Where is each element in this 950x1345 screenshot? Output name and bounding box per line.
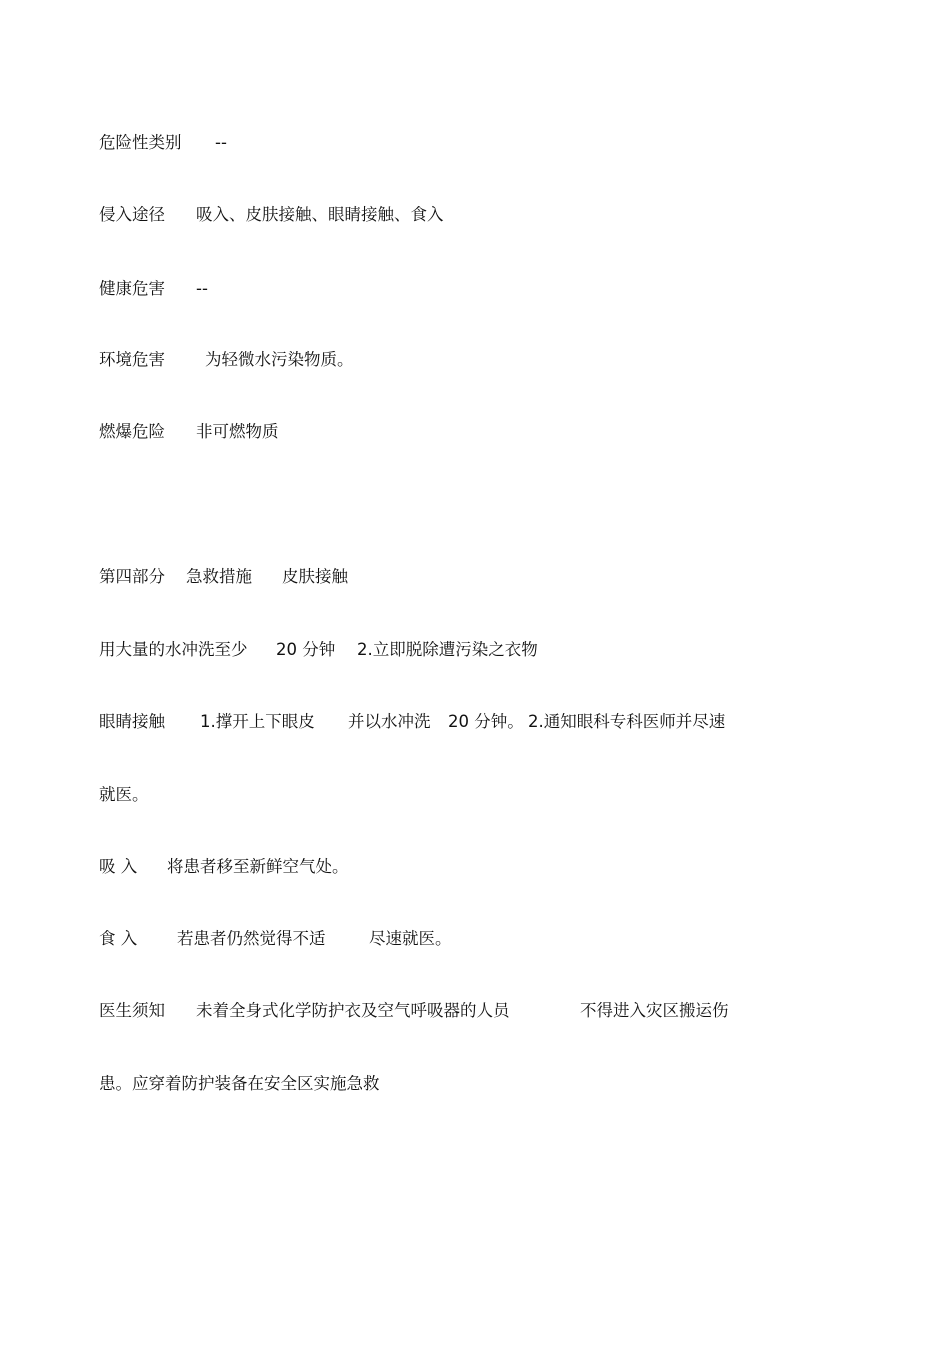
ingestion-text: 若患者仍然觉得不适: [177, 929, 326, 948]
environment-hazard-value: 为轻微水污染物质。: [205, 350, 354, 369]
doctor-notes-text-end: 患。应穿着防护装备在安全区实施急救: [99, 1074, 380, 1093]
health-hazard-value: --: [196, 279, 208, 298]
doctor-notes-restriction: 不得进入灾区搬运伤: [580, 1001, 729, 1020]
eye-contact-duration: 20 分钟。: [448, 712, 524, 731]
entry-route-value: 吸入、皮肤接触、眼睛接触、食入: [196, 205, 444, 224]
ingestion-label: 食 入: [99, 929, 138, 948]
section-title: 第四部分: [99, 567, 165, 586]
fire-hazard-label: 燃爆危险: [99, 422, 165, 441]
doctor-notes-label: 医生须知: [99, 1001, 165, 1020]
entry-route-label: 侵入途径: [99, 205, 165, 224]
ingestion-seek-care: 尽速就医。: [369, 929, 452, 948]
inhalation-label: 吸 入: [99, 857, 138, 876]
hazard-category-label: 危险性类别: [99, 133, 182, 152]
skin-contact-step-2: 2.立即脱除遭污染之衣物: [357, 640, 538, 659]
skin-contact-label: 皮肤接触: [282, 567, 348, 586]
fire-hazard-value: 非可燃物质: [196, 422, 279, 441]
eye-contact-rinse: 并以水冲洗: [348, 712, 431, 731]
hazard-category-value: --: [215, 133, 227, 152]
doctor-notes-text: 未着全身式化学防护衣及空气呼吸器的人员: [196, 1001, 510, 1020]
environment-hazard-label: 环境危害: [99, 350, 165, 369]
eye-contact-label: 眼睛接触: [99, 712, 165, 731]
section-name: 急救措施: [186, 567, 252, 586]
eye-contact-text-end: 就医。: [99, 785, 149, 804]
eye-contact-step-2: 2.通知眼科专科医师并尽速: [528, 712, 726, 731]
eye-contact-step-1: 1.撑开上下眼皮: [200, 712, 315, 731]
health-hazard-label: 健康危害: [99, 279, 165, 298]
skin-contact-text: 用大量的水冲洗至少: [99, 640, 248, 659]
skin-contact-duration: 20 分钟: [276, 640, 336, 659]
inhalation-text: 将患者移至新鲜空气处。: [167, 857, 349, 876]
